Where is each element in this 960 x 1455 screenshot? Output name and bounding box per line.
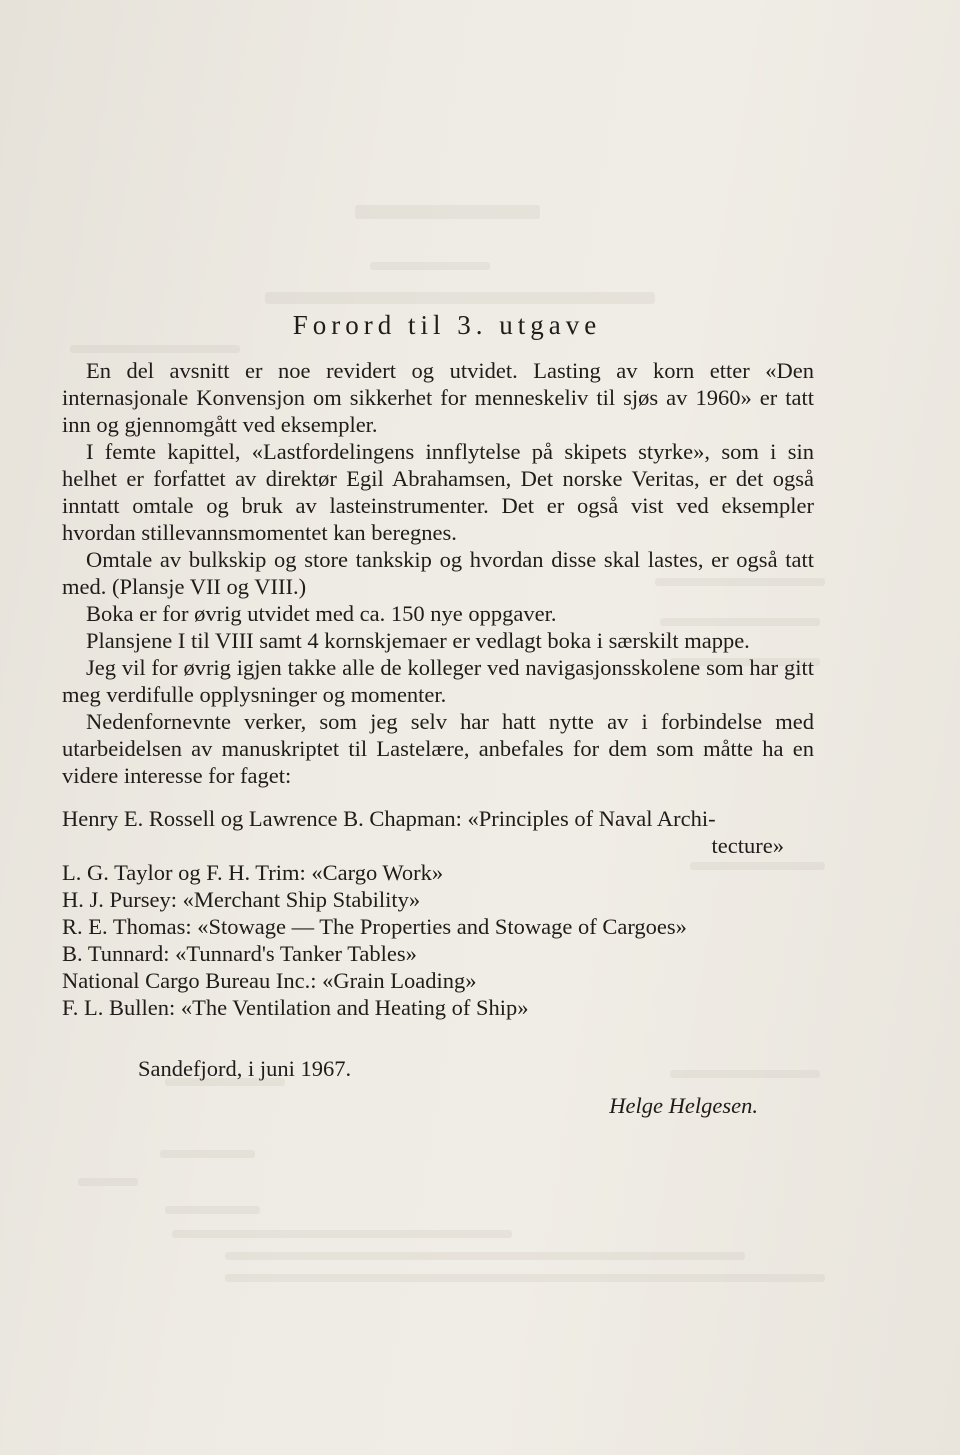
page-title: Forord til 3. utgave — [292, 310, 602, 340]
reference-item: National Cargo Bureau Inc.: «Grain Loading» — [62, 968, 477, 993]
paragraph: Boka er for øvrig utvidet med ca. 150 nye oppgaver. — [86, 601, 557, 626]
reference-item: L. G. Taylor og F. H. Trim: «Cargo Work» — [62, 860, 444, 885]
reference-item: H. J. Pursey: «Merchant Ship Stability» — [62, 887, 421, 912]
paragraph: I femte kapittel, «Lastfordelingens innflytelse på skipets styrke», som i sin helhet er forfattet av direktør Egil Abrahamsen, Det norske Veritas, er det også inntatt omtale og bruk av lasteinstrumenter. Det er også vist ved eksempler hvordan stillevannsmomentet kan beregnes. — [62, 439, 814, 545]
reference-item: R. E. Thomas: «Stowage — The Properties and Stowage of Cargoes» — [62, 914, 687, 939]
place-date: Sandefjord, i juni 1967. — [138, 1056, 352, 1081]
paragraph: Jeg vil for øvrig igjen takke alle de kolleger ved navigasjonsskolene som har gitt meg verdifulle opplysninger og momenter. — [62, 655, 814, 707]
paragraph: Plansjene I til VIII samt 4 kornskjemaer er vedlagt boka i særskilt mappe. — [86, 628, 750, 653]
reference-item: Henry E. Rossell og Lawrence B. Chapman: «Principles of Naval Archi- — [62, 806, 716, 831]
preface-text — [62, 312, 814, 1119]
author-signature: Helge Helgesen. — [609, 1093, 758, 1118]
paragraph: Omtale av bulkskip og store tankskip og hvordan disse skal lastes, er også tatt med. (Plansje VII og VIII.) — [62, 547, 814, 599]
reference-list — [62, 805, 814, 1021]
paragraph: En del avsnitt er noe revidert og utvidet. Lasting av korn etter «Den internasjonale Konvensjon om sikkerhet for menneskeliv til sjøs av 1960» er tatt inn og gjennomgått ved eksempler. — [62, 358, 814, 437]
reference-item-continuation: tecture» — [711, 833, 784, 858]
reference-item: F. L. Bullen: «The Ventilation and Heating of Ship» — [62, 995, 529, 1020]
paragraph: Nedenfornevnte verker, som jeg selv har hatt nytte av i forbindelse med utarbeidelsen av manuskriptet til Lastelære, anbefales for dem som måtte ha en videre interesse for faget: — [62, 709, 814, 788]
reference-item: B. Tunnard: «Tunnard's Tanker Tables» — [62, 941, 417, 966]
